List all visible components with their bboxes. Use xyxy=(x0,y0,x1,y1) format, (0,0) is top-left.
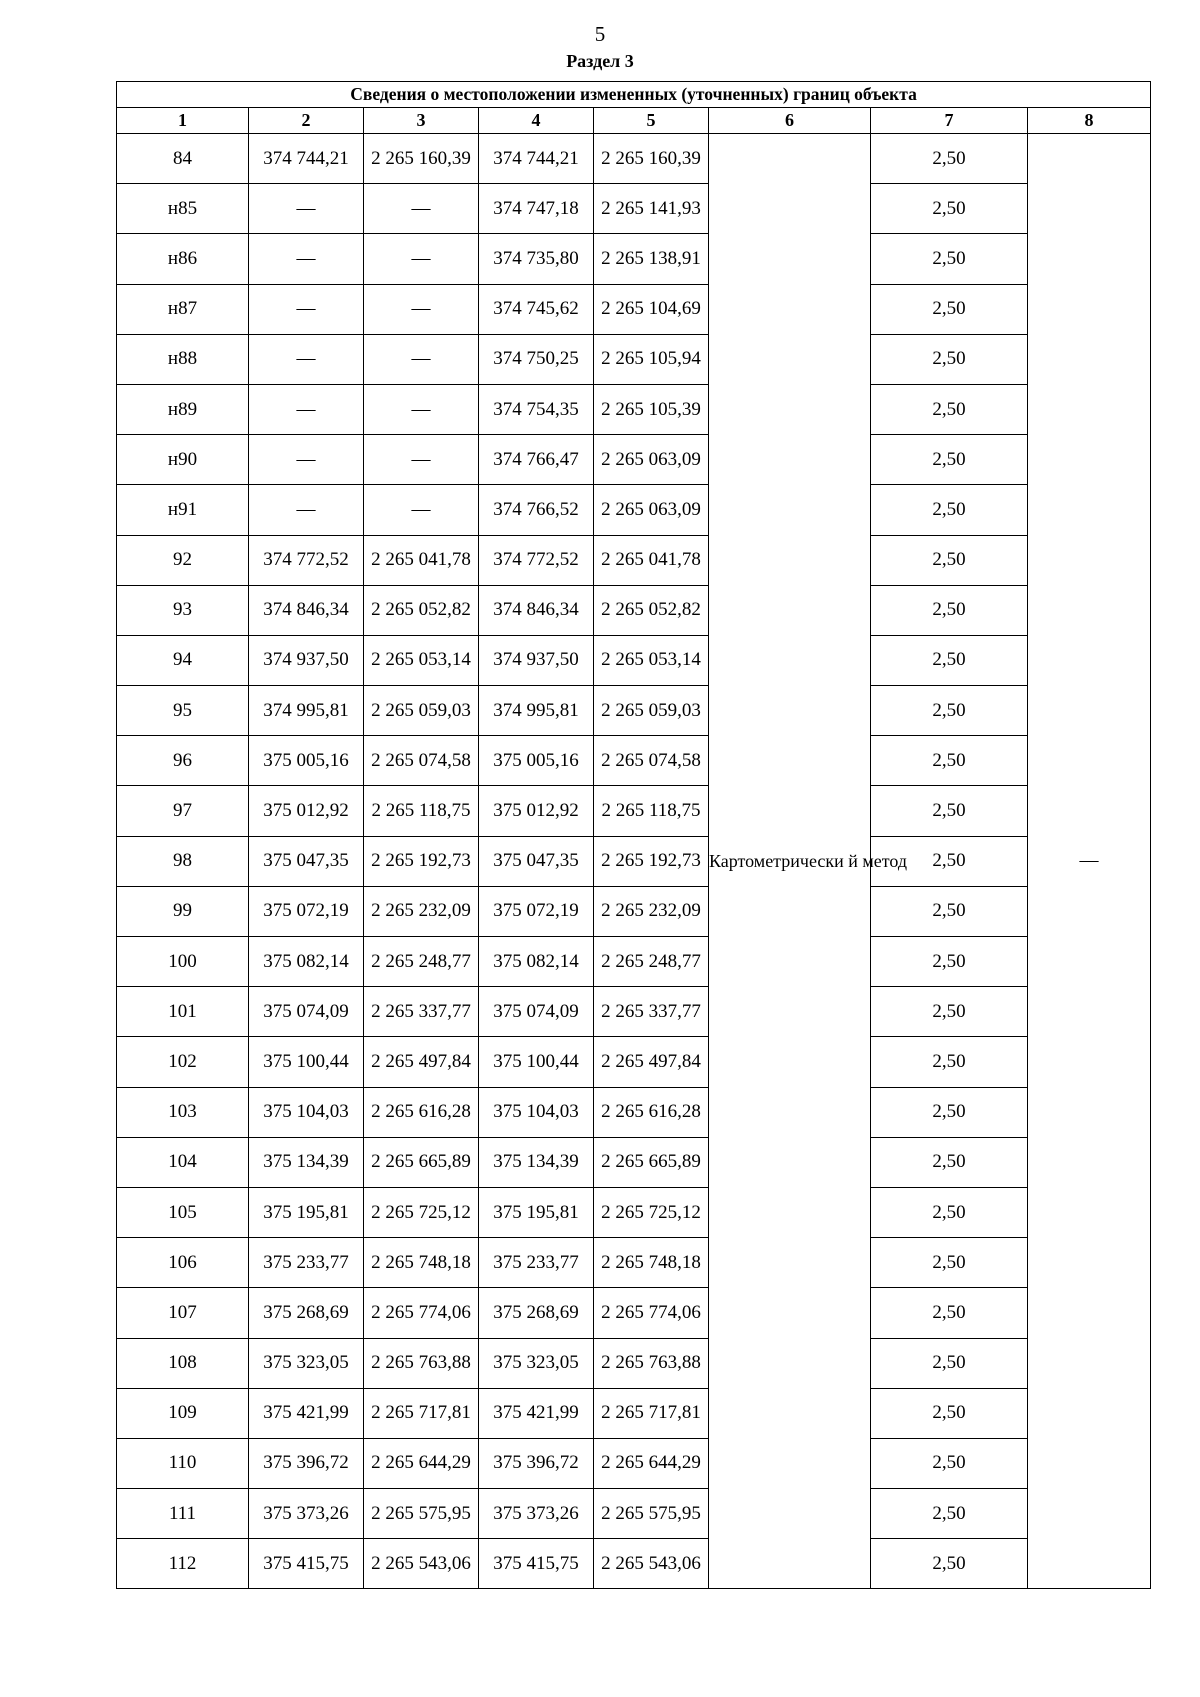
existing-x-cell: 374 995,81 xyxy=(249,686,364,736)
point-number-cell: 99 xyxy=(117,886,249,936)
new-y-cell: 2 265 774,06 xyxy=(594,1288,709,1338)
table-row xyxy=(117,284,1151,334)
new-x-cell: 375 233,77 xyxy=(479,1238,594,1288)
existing-y-cell: 2 265 717,81 xyxy=(364,1388,479,1438)
new-y-cell: 2 265 160,39 xyxy=(594,134,709,184)
table-row xyxy=(117,535,1151,585)
new-y-cell: 2 265 053,14 xyxy=(594,635,709,685)
table-row xyxy=(117,384,1151,434)
existing-x-cell: 374 744,21 xyxy=(249,134,364,184)
existing-y-cell: 2 265 665,89 xyxy=(364,1137,479,1187)
accuracy-cell: 2,50 xyxy=(871,635,1028,685)
new-x-cell: 374 750,25 xyxy=(479,334,594,384)
existing-y-cell: 2 265 041,78 xyxy=(364,535,479,585)
existing-y-cell: 2 265 748,18 xyxy=(364,1238,479,1288)
new-x-cell: 375 323,05 xyxy=(479,1338,594,1388)
column-header-4: 4 xyxy=(479,108,594,134)
column-header-row xyxy=(117,108,1151,134)
accuracy-cell: 2,50 xyxy=(871,786,1028,836)
existing-y-cell: — xyxy=(364,184,479,234)
existing-y-cell: 2 265 725,12 xyxy=(364,1187,479,1237)
existing-y-cell: — xyxy=(364,435,479,485)
point-number-cell: 106 xyxy=(117,1238,249,1288)
point-number-cell: 98 xyxy=(117,836,249,886)
accuracy-cell: 2,50 xyxy=(871,1539,1028,1589)
new-x-cell: 375 415,75 xyxy=(479,1539,594,1589)
point-number-cell: 95 xyxy=(117,686,249,736)
point-number-cell: 112 xyxy=(117,1539,249,1589)
existing-x-cell: 375 012,92 xyxy=(249,786,364,836)
existing-y-cell: 2 265 160,39 xyxy=(364,134,479,184)
point-number-cell: 103 xyxy=(117,1087,249,1137)
new-y-cell: 2 265 052,82 xyxy=(594,585,709,635)
new-x-cell: 374 747,18 xyxy=(479,184,594,234)
point-number-cell: 94 xyxy=(117,635,249,685)
accuracy-cell: 2,50 xyxy=(871,1288,1028,1338)
existing-x-cell: 375 415,75 xyxy=(249,1539,364,1589)
existing-y-cell: 2 265 616,28 xyxy=(364,1087,479,1137)
existing-x-cell: 375 134,39 xyxy=(249,1137,364,1187)
existing-x-cell: 375 005,16 xyxy=(249,736,364,786)
existing-y-cell: 2 265 575,95 xyxy=(364,1489,479,1539)
table-row xyxy=(117,635,1151,685)
existing-y-cell: — xyxy=(364,234,479,284)
new-x-cell: 375 104,03 xyxy=(479,1087,594,1137)
accuracy-cell: 2,50 xyxy=(871,836,1028,886)
table-row xyxy=(117,134,1151,184)
accuracy-cell: 2,50 xyxy=(871,134,1028,184)
point-number-cell: 84 xyxy=(117,134,249,184)
existing-x-cell: — xyxy=(249,485,364,535)
existing-y-cell: 2 265 053,14 xyxy=(364,635,479,685)
existing-x-cell: 375 396,72 xyxy=(249,1438,364,1488)
existing-y-cell: 2 265 052,82 xyxy=(364,585,479,635)
column-header-1: 1 xyxy=(117,108,249,134)
table-row xyxy=(117,886,1151,936)
new-y-cell: 2 265 232,09 xyxy=(594,886,709,936)
point-number-cell: 104 xyxy=(117,1137,249,1187)
new-y-cell: 2 265 063,09 xyxy=(594,485,709,535)
existing-x-cell: 375 373,26 xyxy=(249,1489,364,1539)
new-x-cell: 374 766,47 xyxy=(479,435,594,485)
column-header-2: 2 xyxy=(249,108,364,134)
existing-y-cell: 2 265 644,29 xyxy=(364,1438,479,1488)
new-y-cell: 2 265 575,95 xyxy=(594,1489,709,1539)
accuracy-cell: 2,50 xyxy=(871,1187,1028,1237)
method-cell: Картометрически й метод xyxy=(709,134,871,1589)
existing-y-cell: 2 265 763,88 xyxy=(364,1338,479,1388)
existing-y-cell: 2 265 337,77 xyxy=(364,987,479,1037)
point-number-cell: н89 xyxy=(117,384,249,434)
new-y-cell: 2 265 074,58 xyxy=(594,736,709,786)
existing-y-cell: — xyxy=(364,485,479,535)
existing-x-cell: 375 421,99 xyxy=(249,1388,364,1438)
new-x-cell: 375 195,81 xyxy=(479,1187,594,1237)
column-header-5: 5 xyxy=(594,108,709,134)
existing-y-cell: 2 265 059,03 xyxy=(364,686,479,736)
new-y-cell: 2 265 665,89 xyxy=(594,1137,709,1187)
existing-x-cell: — xyxy=(249,184,364,234)
column-header-3: 3 xyxy=(364,108,479,134)
point-number-cell: 102 xyxy=(117,1037,249,1087)
point-number-cell: 92 xyxy=(117,535,249,585)
existing-y-cell: 2 265 118,75 xyxy=(364,786,479,836)
new-y-cell: 2 265 192,73 xyxy=(594,836,709,886)
new-y-cell: 2 265 141,93 xyxy=(594,184,709,234)
accuracy-cell: 2,50 xyxy=(871,184,1028,234)
new-x-cell: 374 772,52 xyxy=(479,535,594,585)
accuracy-cell: 2,50 xyxy=(871,435,1028,485)
new-x-cell: 375 134,39 xyxy=(479,1137,594,1187)
new-x-cell: 374 735,80 xyxy=(479,234,594,284)
existing-x-cell: — xyxy=(249,234,364,284)
existing-x-cell: 375 074,09 xyxy=(249,987,364,1037)
point-number-cell: 96 xyxy=(117,736,249,786)
point-number-cell: н86 xyxy=(117,234,249,284)
table-row xyxy=(117,334,1151,384)
new-x-cell: 374 745,62 xyxy=(479,284,594,334)
existing-y-cell: 2 265 232,09 xyxy=(364,886,479,936)
new-y-cell: 2 265 063,09 xyxy=(594,435,709,485)
existing-x-cell: 375 082,14 xyxy=(249,937,364,987)
new-x-cell: 375 268,69 xyxy=(479,1288,594,1338)
new-y-cell: 2 265 616,28 xyxy=(594,1087,709,1137)
table-row xyxy=(117,184,1151,234)
table-row xyxy=(117,1539,1151,1589)
new-x-cell: 374 846,34 xyxy=(479,585,594,635)
existing-x-cell: 375 268,69 xyxy=(249,1288,364,1338)
existing-x-cell: 374 937,50 xyxy=(249,635,364,685)
point-number-cell: н88 xyxy=(117,334,249,384)
existing-x-cell: — xyxy=(249,435,364,485)
new-y-cell: 2 265 497,84 xyxy=(594,1037,709,1087)
accuracy-cell: 2,50 xyxy=(871,535,1028,585)
table-row xyxy=(117,435,1151,485)
existing-y-cell: 2 265 248,77 xyxy=(364,937,479,987)
new-x-cell: 375 072,19 xyxy=(479,886,594,936)
column-header-8: 8 xyxy=(1028,108,1151,134)
table-caption-row xyxy=(117,82,1151,108)
table-row xyxy=(117,1489,1151,1539)
table-row xyxy=(117,1438,1151,1488)
accuracy-cell: 2,50 xyxy=(871,1338,1028,1388)
new-y-cell: 2 265 543,06 xyxy=(594,1539,709,1589)
table-row xyxy=(117,234,1151,284)
point-number-cell: н91 xyxy=(117,485,249,535)
new-x-cell: 375 012,92 xyxy=(479,786,594,836)
table-row xyxy=(117,686,1151,736)
point-number-cell: н85 xyxy=(117,184,249,234)
existing-x-cell: — xyxy=(249,384,364,434)
accuracy-cell: 2,50 xyxy=(871,1489,1028,1539)
point-number-cell: 110 xyxy=(117,1438,249,1488)
accuracy-cell: 2,50 xyxy=(871,585,1028,635)
new-x-cell: 375 074,09 xyxy=(479,987,594,1037)
new-y-cell: 2 265 138,91 xyxy=(594,234,709,284)
accuracy-cell: 2,50 xyxy=(871,937,1028,987)
new-y-cell: 2 265 104,69 xyxy=(594,284,709,334)
point-number-cell: н90 xyxy=(117,435,249,485)
point-number-cell: 97 xyxy=(117,786,249,836)
accuracy-cell: 2,50 xyxy=(871,686,1028,736)
accuracy-cell: 2,50 xyxy=(871,987,1028,1037)
new-x-cell: 375 047,35 xyxy=(479,836,594,886)
new-x-cell: 374 754,35 xyxy=(479,384,594,434)
table-row xyxy=(117,1137,1151,1187)
existing-x-cell: 375 100,44 xyxy=(249,1037,364,1087)
existing-x-cell: 375 047,35 xyxy=(249,836,364,886)
accuracy-cell: 2,50 xyxy=(871,1037,1028,1087)
existing-x-cell: 374 846,34 xyxy=(249,585,364,635)
accuracy-cell: 2,50 xyxy=(871,1087,1028,1137)
table-row xyxy=(117,937,1151,987)
point-number-cell: 111 xyxy=(117,1489,249,1539)
accuracy-cell: 2,50 xyxy=(871,1238,1028,1288)
table-row xyxy=(117,786,1151,836)
table-row xyxy=(117,987,1151,1037)
new-x-cell: 374 937,50 xyxy=(479,635,594,685)
section-title: Раздел 3 xyxy=(566,51,634,71)
table-row xyxy=(117,1187,1151,1237)
new-x-cell: 375 421,99 xyxy=(479,1388,594,1438)
existing-y-cell: — xyxy=(364,334,479,384)
accuracy-cell: 2,50 xyxy=(871,384,1028,434)
new-y-cell: 2 265 337,77 xyxy=(594,987,709,1037)
existing-y-cell: 2 265 192,73 xyxy=(364,836,479,886)
new-y-cell: 2 265 105,94 xyxy=(594,334,709,384)
table-row xyxy=(117,1087,1151,1137)
existing-x-cell: 375 104,03 xyxy=(249,1087,364,1137)
existing-x-cell: — xyxy=(249,334,364,384)
existing-y-cell: 2 265 543,06 xyxy=(364,1539,479,1589)
accuracy-cell: 2,50 xyxy=(871,1438,1028,1488)
existing-y-cell: 2 265 074,58 xyxy=(364,736,479,786)
point-number-cell: 93 xyxy=(117,585,249,635)
table-row xyxy=(117,485,1151,535)
point-number-cell: 108 xyxy=(117,1338,249,1388)
table-row xyxy=(117,1338,1151,1388)
table-row xyxy=(117,1388,1151,1438)
new-y-cell: 2 265 717,81 xyxy=(594,1388,709,1438)
accuracy-cell: 2,50 xyxy=(871,485,1028,535)
table-row xyxy=(117,1037,1151,1087)
accuracy-cell: 2,50 xyxy=(871,334,1028,384)
accuracy-cell: 2,50 xyxy=(871,736,1028,786)
accuracy-cell: 2,50 xyxy=(871,234,1028,284)
new-y-cell: 2 265 748,18 xyxy=(594,1238,709,1288)
point-number-cell: 107 xyxy=(117,1288,249,1338)
existing-y-cell: 2 265 497,84 xyxy=(364,1037,479,1087)
new-y-cell: 2 265 105,39 xyxy=(594,384,709,434)
existing-y-cell: — xyxy=(364,284,479,334)
new-x-cell: 375 100,44 xyxy=(479,1037,594,1087)
new-y-cell: 2 265 059,03 xyxy=(594,686,709,736)
existing-y-cell: 2 265 774,06 xyxy=(364,1288,479,1338)
existing-x-cell: 375 323,05 xyxy=(249,1338,364,1388)
new-x-cell: 375 373,26 xyxy=(479,1489,594,1539)
column8-cell: — xyxy=(1028,134,1151,1589)
table-row xyxy=(117,736,1151,786)
accuracy-cell: 2,50 xyxy=(871,1388,1028,1438)
table-row xyxy=(117,585,1151,635)
existing-x-cell: 375 233,77 xyxy=(249,1238,364,1288)
accuracy-cell: 2,50 xyxy=(871,1137,1028,1187)
new-x-cell: 375 082,14 xyxy=(479,937,594,987)
point-number-cell: 101 xyxy=(117,987,249,1037)
new-x-cell: 375 396,72 xyxy=(479,1438,594,1488)
column-header-7: 7 xyxy=(871,108,1028,134)
table-row xyxy=(117,1238,1151,1288)
point-number-cell: 105 xyxy=(117,1187,249,1237)
new-y-cell: 2 265 118,75 xyxy=(594,786,709,836)
new-y-cell: 2 265 041,78 xyxy=(594,535,709,585)
table-row xyxy=(117,1288,1151,1338)
table-row xyxy=(117,836,1151,886)
accuracy-cell: 2,50 xyxy=(871,284,1028,334)
existing-x-cell: 375 072,19 xyxy=(249,886,364,936)
existing-x-cell: 374 772,52 xyxy=(249,535,364,585)
new-x-cell: 374 766,52 xyxy=(479,485,594,535)
coordinates-table xyxy=(116,81,1151,1589)
point-number-cell: н87 xyxy=(117,284,249,334)
new-y-cell: 2 265 725,12 xyxy=(594,1187,709,1237)
table-caption: Сведения о местоположении измененных (уточненных) границ объекта xyxy=(117,82,1151,108)
new-y-cell: 2 265 248,77 xyxy=(594,937,709,987)
point-number-cell: 109 xyxy=(117,1388,249,1438)
accuracy-cell: 2,50 xyxy=(871,886,1028,936)
existing-y-cell: — xyxy=(364,384,479,434)
new-x-cell: 375 005,16 xyxy=(479,736,594,786)
existing-x-cell: — xyxy=(249,284,364,334)
new-x-cell: 374 995,81 xyxy=(479,686,594,736)
page-number: 5 xyxy=(594,22,606,46)
new-y-cell: 2 265 763,88 xyxy=(594,1338,709,1388)
existing-x-cell: 375 195,81 xyxy=(249,1187,364,1237)
column-header-6: 6 xyxy=(709,108,871,134)
new-y-cell: 2 265 644,29 xyxy=(594,1438,709,1488)
new-x-cell: 374 744,21 xyxy=(479,134,594,184)
point-number-cell: 100 xyxy=(117,937,249,987)
